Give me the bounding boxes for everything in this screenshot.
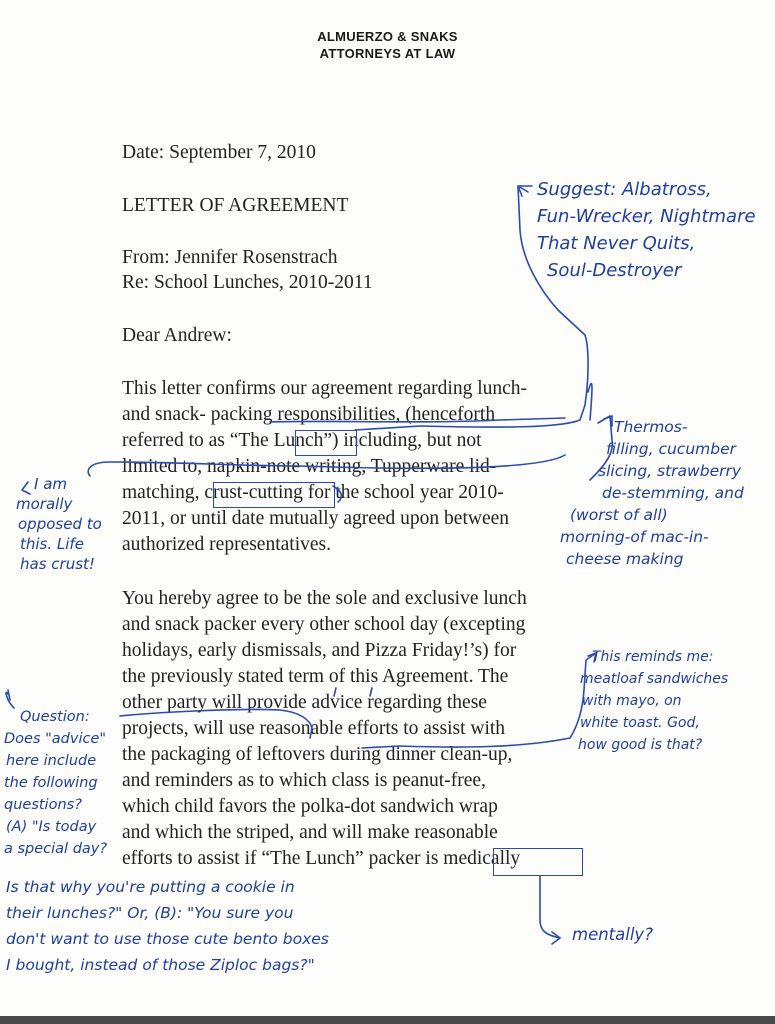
annotation-suggest-line: That Never Quits, [537,233,696,254]
crust-cutting-box-mark [213,482,335,508]
annotation-meatloaf-line: meatloaf sandwiches [580,671,729,687]
annotation-crust-line: I am [34,475,67,493]
p2-line-5: other party will provide advice regarding these [122,692,487,713]
annotation-question-continued-line: don't want to use those cute bento boxes [6,930,329,948]
p1-line-1: This letter confirms our agreement regarding lunch- [122,378,528,399]
letterhead [0,28,775,62]
firm-subtitle: ATTORNEYS AT LAW [319,46,456,61]
p2-line-11: efforts to assist if “The Lunch” packer is medically [122,848,521,869]
annotation-question-line: Question: [20,709,90,725]
annotation-meatloaf [578,646,729,756]
p1-line-2: and snack- packing responsibilities, (henceforth [122,404,496,425]
annotation-question-continued-line: Is that why you're putting a cookie in [6,878,295,896]
p2-line-8: and reminders as to which class is peanut-free, [122,770,486,791]
annotation-thermos-line: morning-of mac-in- [560,528,709,546]
annotation-thermos-line: cheese making [566,550,684,568]
letter-date: Date: September 7, 2010 [122,142,316,163]
annotation-meatloaf-line: white toast. God, [580,715,700,731]
annotation-crust-line: opposed to [18,515,102,533]
annotation-suggest-line: Soul-Destroyer [547,260,682,281]
lunch-box-mark [295,430,357,456]
annotation-crust [16,474,102,574]
p2-line-4: the previously stated term of this Agreement. The [122,666,509,687]
annotation-thermos-line: de-stemming, and [602,484,744,502]
annotation-crust-line: morally [16,495,73,513]
annotation-thermos-line: slicing, strawberry [598,462,742,480]
annotation-question-line: the following [4,775,98,791]
annotation-question-line: Does "advice" [4,731,107,747]
annotation-suggest-line: Fun-Wrecker, Nightmare [537,206,756,227]
p2-line-3: holidays, early dismissals, and Pizza Friday!’s) for [122,640,517,661]
annotation-thermos-line: (worst of all) [570,506,668,524]
p2-line-7: the packaging of leftovers during dinner clean-up, [122,744,513,765]
annotation-meatloaf-line: with mayo, on [582,693,682,709]
annotation-question-line: questions? [4,797,82,813]
annotation-question-line: here include [6,753,97,769]
annotation-question-continued-line: I bought, instead of those Ziploc bags?" [6,956,315,974]
medically-box-mark [493,848,583,876]
annotation-mentally: mentally? [572,925,653,944]
annotation-question-line: (A) "Is today [6,819,97,835]
annotation-thermos-line: filling, cucumber [606,440,736,458]
annotation-meatloaf-line: This reminds me: [592,649,714,665]
p1-line-3: referred to as “The Lunch”) including, but not [122,430,482,451]
annotation-meatloaf-line: how good is that? [578,737,703,753]
p2-line-2: and snack packer every other school day (excepting [122,614,526,635]
p2-line-6: projects, will use reasonable efforts to assist with [122,718,506,739]
annotation-question-line: a special day? [4,841,108,857]
annotation-suggest-line: Suggest: Albatross, [537,179,712,200]
annotation-crust-line: this. Life [20,535,84,553]
p1-line-5: matching, crust-cutting for the school year 2010- [122,482,504,503]
annotation-question-continued [6,874,329,978]
annotation-thermos-line: Thermos- [614,418,688,436]
annotation-suggest [537,176,756,284]
firm-name: ALMUERZO & SNAKS [317,29,458,44]
annotation-thermos [560,416,744,570]
annotation-question [4,706,108,860]
letter-heading: LETTER OF AGREEMENT [122,195,349,216]
p2-line-10: and which the striped, and will make reasonable [122,822,498,843]
p1-line-6: 2011, or until date mutually agreed upon between [122,508,510,529]
annotation-crust-line: has crust! [20,555,95,573]
scan-edge [0,1016,775,1024]
p1-line-7: authorized representatives. [122,534,331,555]
letter-from: From: Jennifer Rosenstrach [122,247,338,268]
letter-salutation: Dear Andrew: [122,325,232,346]
p2-line-1: You hereby agree to be the sole and exclusive lunch [122,588,527,609]
p1-line-4: limited to, napkin-note writing, Tupperware lid- [122,456,497,477]
annotation-question-continued-line: their lunches?" Or, (B): "You sure you [6,904,294,922]
p2-line-9: which child favors the polka-dot sandwich wrap [122,796,498,817]
letter-re: Re: School Lunches, 2010-2011 [122,272,373,293]
